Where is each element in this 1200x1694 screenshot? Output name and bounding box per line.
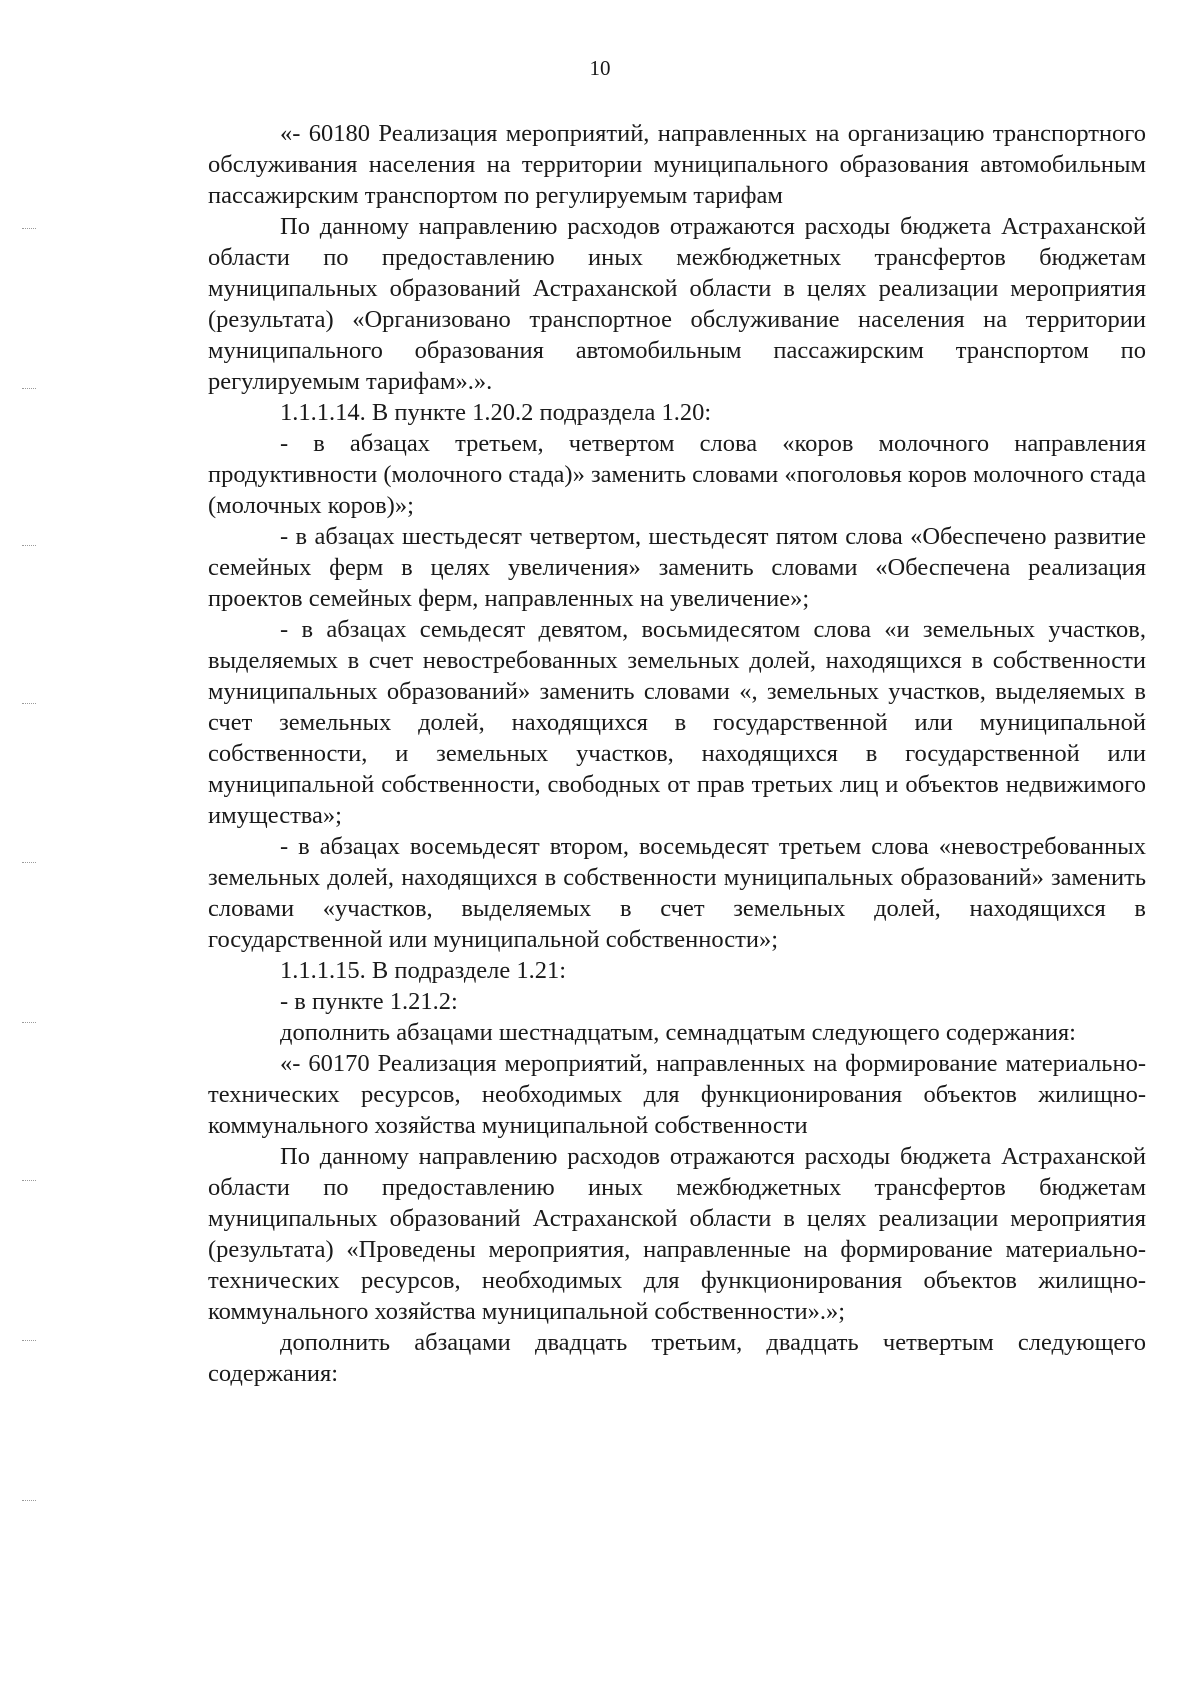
- scan-margin-marks: [0, 0, 60, 1694]
- paragraph-1-1-1-14: 1.1.1.14. В пункте 1.20.2 подраздела 1.20:: [280, 399, 712, 426]
- paragraph-amend-sixty-four-five: - в абзацах шестьдесят четвертом, шестьдесят пятом слова «Обеспечено развитие семейных ферм в целях увеличения» заменить словами «Обеспечена реализация проектов семейных ферм, направленных на увеличение»;: [208, 523, 1146, 612]
- paragraph-1-1-1-15: 1.1.1.15. В подразделе 1.21:: [280, 957, 567, 984]
- paragraph-60170-heading: «- 60170 Реализация мероприятий, направленных на формирование материально-технических ресурсов, необходимых для функционирования объектов жилищно-коммунального хозяйства муниципальной собственности: [208, 1050, 1146, 1139]
- document-body: [208, 118, 1146, 1389]
- paragraph-amend-seventy-nine-eighty: - в абзацах семьдесят девятом, восьмидесятом слова «и земельных участков, выделяемых в счет невостребованных земельных долей, находящихся в собственности муниципальных образований» заменить словами «, земельных участков, выделяемых в счет земельных долей, находящихся в государственной или муниципальной собственности, и земельных участков, находящихся в государственной или муниципальной собственности, свободных от прав третьих лиц и объектов недвижимого имущества»;: [208, 616, 1146, 829]
- scan-mark: [22, 703, 36, 706]
- scan-mark: [22, 1500, 36, 1503]
- scan-mark: [22, 862, 36, 865]
- scan-mark: [22, 545, 36, 548]
- scan-mark: [22, 1022, 36, 1025]
- paragraph-amend-third-fourth: - в абзацах третьем, четвертом слова «коров молочного направления продуктивности (молочного стада)» заменить словами «поголовья коров молочного стада (молочных коров)»;: [208, 430, 1146, 519]
- page-number: 10: [589, 56, 611, 80]
- paragraph-add-sixteen-seventeen: дополнить абзацами шестнадцатым, семнадцатым следующего содержания:: [280, 1019, 1076, 1046]
- paragraph-60180-description: По данному направлению расходов отражаются расходы бюджета Астраханской области по предоставлению иных межбюджетных трансфертов бюджетам муниципальных образований Астраханской области в целях реализации мероприятия (результата) «Организовано транспортное обслуживание населения на территории муниципального образования автомобильным пассажирским транспортом по регулируемым тарифам».».: [208, 213, 1146, 395]
- paragraph-60180-heading: «- 60180 Реализация мероприятий, направленных на организацию транспортного обслуживания населения на территории муниципального образования автомобильным пассажирским транспортом по регулируемым тарифам: [208, 120, 1146, 209]
- paragraph-60170-description: По данному направлению расходов отражаются расходы бюджета Астраханской области по предоставлению иных межбюджетных трансфертов бюджетам муниципальных образований Астраханской области в целях реализации мероприятия (результата) «Проведены мероприятия, направленные на формирование материально-технических ресурсов, необходимых для функционирования объектов жилищно-коммунального хозяйства муниципальной собственности».»;: [208, 1143, 1146, 1325]
- scan-mark: [22, 228, 36, 231]
- scan-mark: [22, 388, 36, 391]
- paragraph-amend-eighty-two-three: - в абзацах восемьдесят втором, восемьдесят третьем слова «невостребованных земельных долей, находящихся в собственности муниципальных образований» заменить словами «участков, выделяемых в счет земельных долей, находящихся в государственной или муниципальной собственности»;: [208, 833, 1146, 953]
- scan-mark: [22, 1180, 36, 1183]
- scan-mark: [22, 1340, 36, 1343]
- paragraph-item-1-21-2: - в пункте 1.21.2:: [280, 988, 458, 1015]
- paragraph-add-twenty-three-four: дополнить абзацами двадцать третьим, двадцать четвертым следующего содержания:: [208, 1329, 1146, 1387]
